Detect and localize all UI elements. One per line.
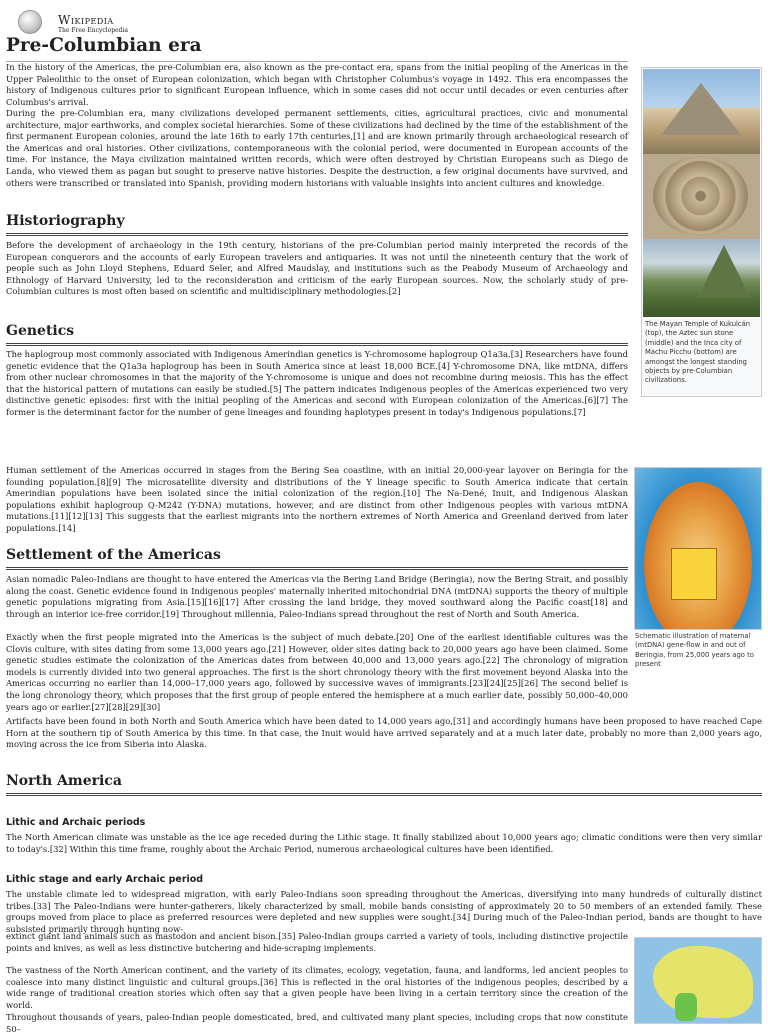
map-legend-box bbox=[671, 548, 717, 600]
machu-picchu-image[interactable] bbox=[643, 239, 760, 317]
north-america-map-image[interactable] bbox=[634, 937, 762, 1024]
wordmark: Wikipedia bbox=[58, 13, 114, 27]
north-america-paragraph-3: extinct giant land animals such as mastodon and ancient bison.[35] Paleo-Indian groups carried a variety of tools, including distinctive projectile points and knives, as well as less distinctive butchering and hide-scraping implements. bbox=[6, 931, 628, 953]
mesoamerica-shape bbox=[675, 993, 697, 1021]
mountain-shape bbox=[698, 245, 750, 297]
sun-stone-disc bbox=[653, 156, 748, 236]
settlement-paragraph-1: Asian nomadic Paleo-Indians are thought to have entered the Americas via the Bering Land Bridge (Beringia), now the Bering Strait, and possibly along the coast. Genetic evidence found in Indigenous peoples' maternally inherited mitochondrial DNA (mtDNA) supports the theory of multiple genetic populations migrating from Asia.[15][16][17] After crossing the land bridge, they moved southward along the Pacific coast[18] and through an interior ice-free corridor.[19] Throughout millennia, Paleo-Indians spread throughout the rest of North and South America. bbox=[6, 574, 628, 619]
continent-shape bbox=[653, 946, 753, 1018]
north-america-paragraph-2: The unstable climate led to widespread migration, with early Paleo-Indians soon spreading throughout the Americas, diversifying into many hundreds of culturally distinct tribes.[33] The Paleo-Indians were hunter-gatherers, likely characterized by small, mobile bands consisting of approximately 20 to 50 members of an extended family. These groups moved from place to place as preferred resources were depleted and new supplies were sought.[34] During much of the Paleo-Indian period, bands are thought to have subsisted primarily through hunting now- bbox=[6, 889, 762, 934]
north-america-paragraph-1: The North American climate was unstable as the ice age receded during the Lithic stage. It finally stabilized about 10,000 years ago; climatic conditions were then very similar to today's.[32] Within this time frame, roughly about the Archaic Period, numerous archaeological cultures have been identified. bbox=[6, 832, 762, 854]
page-title: Pre-Columbian era bbox=[6, 33, 628, 62]
beringia-map-image[interactable] bbox=[634, 467, 762, 630]
genetics-paragraph-2: Human settlement of the Americas occurred in stages from the Bering Sea coastline, with an initial 20,000-year layover on Beringia for the founding population.[8][9] The microsatellite diversity and distributions of the Y lineage specific to South America indicate that certain Amerindian populations have been isolated since the initial colonization of the region.[10] The Na-Dené, Inuit, and Indigenous Alaskan populations exhibit haplogroup Q-M242 (Y-DNA) mutations, however, and are distinct from other Indigenous peoples with various mtDNA mutations.[11][12][13] This suggests that the earliest migrants into the northern extremes of North America and Greenland derived from later populations.[14] bbox=[6, 465, 628, 533]
intro-paragraph-2: During the pre-Columbian era, many civilizations developed permanent settlements, cities, agricultural practices, civic and monumental architecture, major earthworks, and complex societal hierarchies. Some of these civilizations had declined by the time of the establishment of the first permanent European colonies, around the late 16th to early 17th centuries,[1] and are known primarily through archaeological research of the Americas and oral histories. Other civilizations, contemporaneous with the colonial period, were documented in European accounts of the time. For instance, the Maya civilization maintained written records, which were often destroyed by Christian Europeans such as Diego de Landa, who viewed them as pagan but sought to preserve native histories. Despite the destruction, a few original documents have survived, and others were transcribed or translated into Spanish, providing modern historians with valuable insights into ancient cultures and knowledge. bbox=[6, 108, 628, 188]
beringia-map-caption: Schematic illustration of maternal (mtDNA) gene-flow in and out of Beringia, from 25,000 years ago to present bbox=[635, 632, 754, 669]
subheading-lithic-archaic: Lithic and Archaic periods bbox=[6, 817, 146, 828]
north-america-paragraph-4: The vastness of the North American continent, and the variety of its climates, ecology, vegetation, fauna, and landforms, led ancient peoples to coalesce into many distinct linguistic and cultural groups.[36] This is reflected in the oral histories of the indigenous peoples, described by a wide range of traditional creation stories which often say that a given people have been living in a certain territory since the creation of the world. bbox=[6, 965, 628, 1010]
globe-logo-icon bbox=[18, 10, 42, 34]
kukulcan-temple-image[interactable] bbox=[643, 69, 760, 154]
heading-settlement: Settlement of the Americas bbox=[6, 546, 628, 570]
genetics-paragraph-1: The haplogroup most commonly associated with Indigenous Amerindian genetics is Y-chromosome haplogroup Q1a3a.[3] Researchers have found genetic evidence that the Q1a3a haplogroup has been in South America since at least 18,000 BCE.[4] Y-chromosome DNA, like mtDNA, differs from other nuclear chromosomes in that the majority of the Y-chromosome is unique and does not recombine during meiosis. This has the effect that the historical pattern of mutations can easily be studied.[5] The pattern indicates Indigenous peoples of the Americas experienced two very distinctive genetic episodes: first with the initial peopling of the Americas and second with European colonization of the Americas.[6][7] The former is the determinant factor for the number of gene lineages and founding haplotypes present in today's Indigenous populations.[7] bbox=[6, 349, 628, 417]
settlement-paragraph-2: Exactly when the first people migrated into the Americas is the subject of much debate.[20] One of the earliest identifiable cultures was the Clovis culture, with sites dating from some 13,000 years ago.[21] However, older sites dating back to 20,000 years ago have been claimed. Some genetic studies estimate the colonization of the Americas dates from between 40,000 and 13,000 years ago.[22] The chronology of migration models is currently divided into two general approaches. The first is the short chronology theory with the first movement beyond Alaska into the Americas occurring no earlier than 14,000–17,000 years ago, followed by successive waves of immigrants.[23][24][25][26] The second belief is the long chronology theory, which proposes that the first group of people entered the hemisphere at a much earlier date, possibly 50,000–40,000 years ago or earlier.[27][28][29][30] bbox=[6, 632, 628, 712]
wikipedia-logo[interactable] bbox=[6, 5, 156, 35]
heading-north-america: North America bbox=[6, 772, 762, 796]
heading-genetics: Genetics bbox=[6, 322, 628, 346]
infobox-caption: The Mayan Temple of Kukulcán (top), the Aztec sun stone (middle) and the Inca city of Machu Picchu (bottom) are amongst the longest standing objects by pre-Columbian civilizations. bbox=[645, 320, 751, 385]
intro-paragraph-1: In the history of the Americas, the pre-Columbian era, also known as the pre-contact era, spans from the initial peopling of the Americas in the Upper Paleolithic to the onset of European colonization, which began with Christopher Columbus's voyage in 1492. This era encompasses the history of Indigenous cultures prior to significant European influence, which in some cases did not occur until decades or even centuries after Columbus's arrival. bbox=[6, 62, 628, 107]
settlement-paragraph-3: Artifacts have been found in both North and South America which have been dated to 14,000 years ago,[31] and accordingly humans have been proposed to have reached Cape Horn at the southern tip of South America by this time. In that case, the Inuit would have arrived separately and at a much later date, probably no more than 2,000 years ago, moving across the ice from Siberia into Alaska. bbox=[6, 716, 762, 750]
historiography-paragraph: Before the development of archaeology in the 19th century, historians of the pre-Columbian period mainly interpreted the records of the European conquerors and the accounts of early European travelers and antiquaries. It was not until the nineteenth century that the work of people such as John Lloyd Stephens, Eduard Seler, and Alfred Maudslay, and institutions such as the Peabody Museum of Archaeology and Ethnology of Harvard University, led to the reconsideration and criticism of the early European sources. Now, the scholarly study of pre-Columbian cultures is most often based on scientific and multidisciplinary methodologies.[2] bbox=[6, 240, 628, 297]
subheading-lithic-stage: Lithic stage and early Archaic period bbox=[6, 874, 204, 885]
tagline: The Free Encyclopedia bbox=[58, 27, 128, 34]
aztec-sun-stone-image[interactable] bbox=[643, 154, 760, 239]
heading-historiography: Historiography bbox=[6, 212, 628, 236]
pyramid-shape bbox=[661, 83, 741, 135]
north-america-paragraph-5: Throughout thousands of years, paleo-Indian people domesticated, bred, and cultivated many plant species, including crops that now constitute 50– bbox=[6, 1012, 628, 1034]
